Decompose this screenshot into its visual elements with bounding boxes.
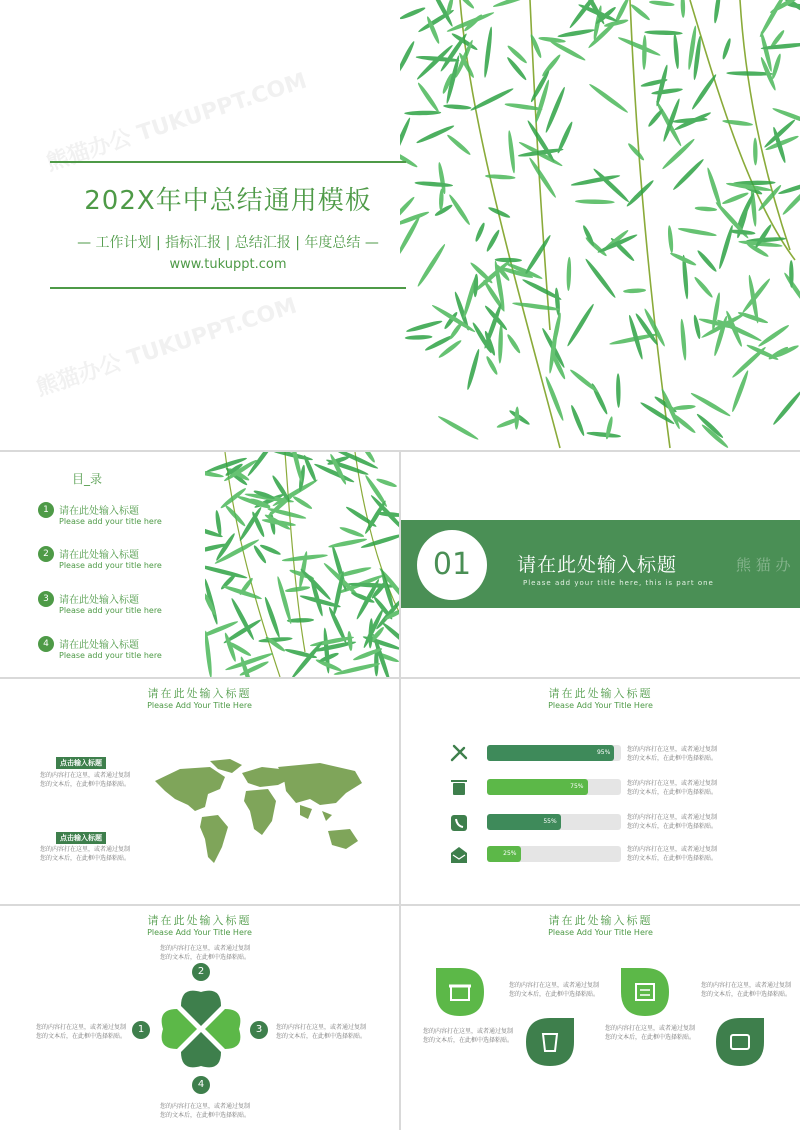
- wallet-icon: [714, 1016, 766, 1068]
- cover-title: 202X年中总结通用模板: [84, 186, 372, 216]
- toc-title: 请在此处输入标题: [59, 640, 139, 651]
- body-text: 您的文本后，在此框中选择粘贴。: [605, 1034, 696, 1041]
- body-text: 您的内容打在这里，或者通过复制: [627, 846, 718, 853]
- body-text: 您的文本后，在此框中选择粘贴。: [627, 823, 718, 830]
- body-text: 您的内容打在这里，或者通过复制: [36, 1024, 127, 1031]
- progress-fill: 95%: [487, 745, 614, 761]
- section-title: 请在此处输入标题: [517, 554, 678, 576]
- progress-bar-1: [487, 745, 621, 761]
- recycle-bin-icon: [449, 777, 469, 797]
- body-text: 您的内容打在这里，或者通过复制: [160, 1103, 251, 1110]
- progress-bar-2: [487, 779, 621, 795]
- petal-number-3: 3: [250, 1021, 268, 1039]
- willow-branches-image: [205, 452, 399, 677]
- cover-slide[interactable]: [0, 0, 800, 450]
- petal-diagram: [151, 982, 251, 1076]
- tag-label-1: 点击输入标题: [56, 757, 106, 769]
- title-rule-top: [50, 161, 406, 163]
- slide-subtitle: Please Add Your Title Here: [548, 928, 653, 937]
- slide-subtitle: Please Add Your Title Here: [548, 701, 653, 710]
- body-text: 您的文本后，在此框中选择粘贴。: [509, 991, 600, 998]
- petal-number-2: 2: [192, 963, 210, 981]
- body-text: 您的文本后，在此框中选择粘贴。: [423, 1037, 514, 1044]
- tag-label-2: 点击输入标题: [56, 832, 106, 844]
- toc-subtitle: Please add your title here: [59, 651, 162, 660]
- title-rule-bottom: [50, 287, 406, 289]
- body-text: 您的文本后，在此框中选择粘贴。: [40, 855, 131, 862]
- body-text: 您的内容打在这里，或者通过复制: [605, 1025, 696, 1032]
- world-map-graphic: [150, 759, 365, 869]
- toc-subtitle: Please add your title here: [59, 606, 162, 615]
- section-subtitle: Please add your title here, this is part one: [523, 579, 714, 587]
- leaf-icons-slide[interactable]: [401, 906, 800, 1130]
- mail-icon: [449, 845, 469, 865]
- body-text: 您的文本后，在此框中选择粘贴。: [160, 1112, 251, 1119]
- toc-title: 请在此处输入标题: [59, 595, 139, 606]
- toc-title: 请在此处输入标题: [59, 506, 139, 517]
- progress-bar-3: [487, 814, 621, 830]
- phone-icon: [449, 813, 469, 833]
- body-text: 您的内容打在这里，或者通过复制: [627, 814, 718, 821]
- body-text: 您的内容打在这里，或者通过复制: [40, 772, 131, 779]
- body-text: 您的文本后，在此框中选择粘贴。: [40, 781, 131, 788]
- body-text: 您的内容打在这里，或者通过复制: [509, 982, 600, 989]
- willow-branches-image: [400, 0, 800, 450]
- body-text: 您的内容打在这里，或者通过复制: [627, 746, 718, 753]
- progress-fill: 25%: [487, 846, 521, 862]
- cover-url[interactable]: www.tukuppt.com: [169, 257, 287, 272]
- slide-title: 请在此处输入标题: [147, 914, 252, 927]
- body-text: 您的文本后，在此框中选择粘贴。: [627, 755, 718, 762]
- progress-bar-4: [487, 846, 621, 862]
- slide-title: 请在此处输入标题: [548, 914, 653, 927]
- cup-icon: [524, 1016, 576, 1068]
- petal-diagram-slide[interactable]: [0, 906, 399, 1130]
- slide-title: 请在此处输入标题: [147, 687, 252, 700]
- toc-subtitle: Please add your title here: [59, 561, 162, 570]
- tools-icon: [449, 743, 469, 763]
- body-text: 您的文本后，在此框中选择粘贴。: [36, 1033, 127, 1040]
- body-text: 您的文本后，在此框中选择粘贴。: [701, 991, 792, 998]
- progress-slide[interactable]: [401, 679, 800, 904]
- toc-number: 3: [38, 591, 54, 607]
- cover-subtitle: — 工作计划 | 指标汇报 | 总结汇报 | 年度总结 —: [77, 235, 379, 251]
- body-text: 您的文本后，在此框中选择粘贴。: [627, 855, 718, 862]
- body-text: 您的文本后，在此框中选择粘贴。: [276, 1033, 367, 1040]
- toc-number: 2: [38, 546, 54, 562]
- slide-subtitle: Please Add Your Title Here: [147, 928, 252, 937]
- calendar-icon: [619, 966, 671, 1018]
- progress-fill: 55%: [487, 814, 561, 830]
- toc-title: 请在此处输入标题: [59, 550, 139, 561]
- slide-title: 请在此处输入标题: [548, 687, 653, 700]
- petal-number-1: 1: [132, 1021, 150, 1039]
- toc-subtitle: Please add your title here: [59, 517, 162, 526]
- body-text: 您的内容打在这里，或者通过复制: [40, 846, 131, 853]
- toc-number: 4: [38, 636, 54, 652]
- toc-heading: 目_录: [72, 472, 103, 486]
- slide-subtitle: Please Add Your Title Here: [147, 701, 252, 710]
- section-slide[interactable]: [401, 452, 800, 677]
- body-text: 您的内容打在这里，或者通过复制: [423, 1028, 514, 1035]
- shop-icon: [434, 966, 486, 1018]
- toc-slide[interactable]: [0, 452, 399, 677]
- petal-number-4: 4: [192, 1076, 210, 1094]
- body-text: 您的文本后，在此框中选择粘贴。: [627, 789, 718, 796]
- toc-number: 1: [38, 502, 54, 518]
- body-text: 您的文本后，在此框中选择粘贴。: [160, 954, 251, 961]
- watermark: 熊猫办公 TUKUPPT.COM: [33, 293, 300, 402]
- watermark: 熊 猫 办: [736, 556, 791, 574]
- body-text: 您的内容打在这里，或者通过复制: [701, 982, 792, 989]
- body-text: 您的内容打在这里，或者通过复制: [627, 780, 718, 787]
- map-slide[interactable]: [0, 679, 399, 904]
- body-text: 您的内容打在这里，或者通过复制: [276, 1024, 367, 1031]
- watermark: 熊猫办公 TUKUPPT.COM: [43, 68, 310, 177]
- section-number: 01: [417, 530, 487, 600]
- body-text: 您的内容打在这里，或者通过复制: [160, 945, 251, 952]
- progress-fill: 75%: [487, 779, 588, 795]
